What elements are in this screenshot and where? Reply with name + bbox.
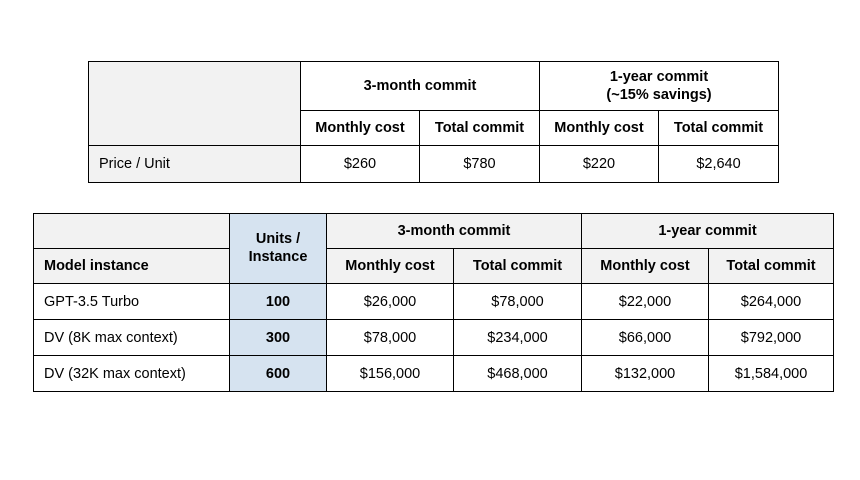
price-value-total-3month: $780 [420,146,540,183]
units-cell: 300 [230,320,327,356]
price-value-total-1year: $2,640 [659,146,779,183]
cell-total-1year: $792,000 [709,320,834,356]
table-header-row-sub [34,249,834,284]
cell-total-1year: $264,000 [709,284,834,320]
cell-monthly-3month: $156,000 [327,356,454,392]
table-row [89,146,779,183]
cell-total-3month: $468,000 [454,356,582,392]
price-group-label-1year: 1-year commit [609,68,709,85]
price-row-label: Price / Unit [89,146,301,183]
price-group-header-3month [301,62,540,111]
price-value-monthly-1year: $220 [540,146,659,183]
cell-monthly-1year: $22,000 [582,284,709,320]
price-subheader-total-1year: Total commit [659,111,779,146]
cell-monthly-1year: $66,000 [582,320,709,356]
price-subheader-monthly-3month: Monthly cost [301,111,420,146]
model-instance-cost-table [33,213,834,392]
model-name-cell: DV (32K max context) [34,356,230,392]
price-group-header-1year [540,62,779,111]
model-name-cell: GPT-3.5 Turbo [34,284,230,320]
units-per-instance-header [230,214,327,284]
instance-subheader-monthly-3month: Monthly cost [327,249,454,284]
cell-total-1year: $1,584,000 [709,356,834,392]
instance-subheader-total-1year: Total commit [709,249,834,284]
price-subheader-total-3month: Total commit [420,111,540,146]
cell-monthly-3month: $78,000 [327,320,454,356]
instance-group-header-3month: 3-month commit [327,214,582,249]
price-table-corner-cell [89,62,301,146]
model-name-cell: DV (8K max context) [34,320,230,356]
instance-table-container [33,213,833,392]
units-cell: 100 [230,284,327,320]
cell-total-3month: $234,000 [454,320,582,356]
table-row [34,284,834,320]
instance-subheader-total-3month: Total commit [454,249,582,284]
cell-monthly-1year: $132,000 [582,356,709,392]
instance-subheader-monthly-1year: Monthly cost [582,249,709,284]
price-subheader-monthly-1year: Monthly cost [540,111,659,146]
table-header-row-groups [89,62,779,111]
instance-group-header-1year: 1-year commit [582,214,834,249]
instance-table-corner-cell [34,214,230,249]
price-value-monthly-3month: $260 [301,146,420,183]
table-row [34,320,834,356]
price-group-label-3month: 3-month commit [363,77,477,94]
price-per-unit-table [88,61,779,183]
cell-total-3month: $78,000 [454,284,582,320]
cell-monthly-3month: $26,000 [327,284,454,320]
table-header-row-groups [34,214,834,249]
price-table-container [88,61,778,183]
units-header-line2: Instance [248,248,308,265]
table-row [34,356,834,392]
units-header-line1: Units / [255,231,301,248]
model-instance-header: Model instance [34,249,230,284]
units-cell: 600 [230,356,327,392]
price-group-sublabel-1year: (~15% savings) [606,87,712,103]
